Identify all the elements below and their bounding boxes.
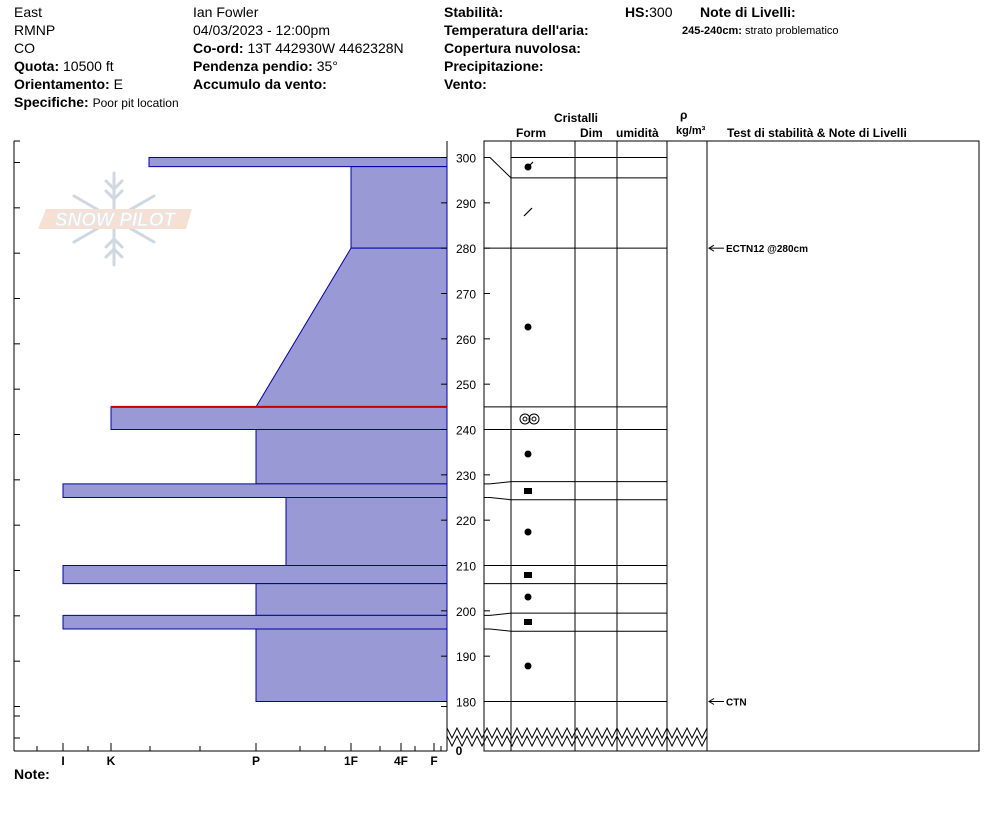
height-label-180: 180 <box>455 695 477 710</box>
hardness-layer-206 <box>256 584 447 616</box>
grain-symbol-melt-freeze-inner-a <box>523 417 527 421</box>
location-zone: East <box>14 4 43 20</box>
hardness-label-P: P <box>251 754 261 768</box>
precipitation-label: Precipitazione: <box>444 58 544 74</box>
grain-symbol-rounded <box>525 324 532 331</box>
hardness-layer-199 <box>63 615 447 629</box>
coord-value: 13T 442930W 4462328N <box>247 40 404 56</box>
axis-break-zigzag <box>447 728 707 746</box>
elevation-label: Quota: <box>14 58 60 74</box>
height-label-220: 220 <box>455 514 477 529</box>
wind-loading-label: Accumulo da vento: <box>193 76 327 92</box>
location-state: CO <box>14 40 35 56</box>
stability-label: Stabilità: <box>444 4 504 20</box>
hardness-layer-210 <box>63 566 447 584</box>
grain-connector-295.5 <box>484 158 511 178</box>
location-area: RMNP <box>14 22 56 38</box>
hardness-layer-280 <box>256 248 447 407</box>
height-label-280: 280 <box>455 242 477 257</box>
hardness-layer-245 <box>111 407 447 430</box>
grain-connector-228.5 <box>484 482 511 484</box>
elevation-value: 10500 ft <box>63 58 114 74</box>
crystals-header: Cristalli <box>554 111 599 125</box>
snow-height-value: 300 <box>649 4 673 20</box>
aspect-label: Orientamento: <box>14 76 110 92</box>
height-label-240: 240 <box>455 423 477 438</box>
height-label-290: 290 <box>455 196 477 211</box>
height-label-250: 250 <box>455 378 477 393</box>
grain-symbol-rounded <box>525 594 532 601</box>
height-label-260: 260 <box>455 332 477 347</box>
hardness-label-K: K <box>106 754 116 768</box>
observer-name: Ian Fowler <box>193 4 259 20</box>
observation-datetime: 04/03/2023 - 12:00pm <box>193 22 330 38</box>
grain-connector-224.5 <box>484 498 511 500</box>
size-header: Dim <box>580 126 603 140</box>
height-label-zero: 0 <box>455 744 463 758</box>
height-label-210: 210 <box>455 559 477 574</box>
height-label-270: 270 <box>455 287 477 302</box>
form-header: Form <box>516 126 546 140</box>
hardness-layer-225 <box>286 498 447 566</box>
test-label-0: ECTN12 @280cm <box>726 244 809 256</box>
stability-tests-header: Test di stabilità & Note di Livelli <box>727 126 907 140</box>
height-label-200: 200 <box>455 604 477 619</box>
hardness-label-F: F <box>430 754 438 768</box>
hardness-profile <box>63 158 447 702</box>
layer-note-depth: 245-240cm: <box>682 25 742 37</box>
grain-symbol-rounded <box>525 663 532 670</box>
hardness-label-4F: 4F <box>393 754 409 768</box>
layer-note-text: strato problematico <box>745 25 839 37</box>
cloud-cover-label: Copertura nuvolosa: <box>444 40 581 56</box>
grain-connector-199.5 <box>484 613 511 615</box>
grain-symbol-precipitation <box>524 208 532 216</box>
hardness-layer-240 <box>256 430 447 484</box>
notes-label: Note: <box>14 766 50 782</box>
hardness-label-I: I <box>61 754 65 768</box>
moisture-header: umidità <box>616 126 659 140</box>
density-symbol: ρ <box>680 108 688 122</box>
hardness-layer-300 <box>149 158 447 167</box>
specifics-label: Specifiche: <box>14 94 89 110</box>
grain-symbol-faceted <box>524 572 532 578</box>
aspect-value: E <box>113 76 123 92</box>
wind-label: Vento: <box>444 76 487 92</box>
coord-label: Co-ord: <box>193 40 244 56</box>
grain-connector-195.5 <box>484 629 511 631</box>
test-label-1: CTN <box>726 697 747 709</box>
hardness-axis-ticks <box>37 743 441 768</box>
grain-symbol-melt-freeze-inner-b <box>532 417 536 421</box>
grain-symbol-rounded <box>525 451 532 458</box>
hardness-layer-196 <box>256 629 447 702</box>
density-unit: kg/m³ <box>676 125 706 137</box>
logo-text: SNOW PILOT <box>54 210 176 231</box>
crystal-table-frame <box>484 141 979 751</box>
hardness-layer-228 <box>63 484 447 498</box>
hardness-label-1F: 1F <box>343 754 359 768</box>
snow-pilot-logo <box>38 173 192 265</box>
layer-notes-label: Note di Livelli: <box>700 4 796 20</box>
grain-symbol-faceted <box>524 488 532 494</box>
hardness-layer-298 <box>351 167 447 249</box>
slope-value: 35° <box>316 58 338 74</box>
height-label-190: 190 <box>455 650 477 665</box>
stability-tests <box>709 244 808 708</box>
air-temp-label: Temperatura dell'aria: <box>444 22 589 38</box>
height-label-300: 300 <box>455 151 477 166</box>
grain-symbol-rounded <box>525 529 532 536</box>
specifics-value: Poor pit location <box>92 96 179 110</box>
height-axis <box>441 152 490 759</box>
slope-label: Pendenza pendio: <box>193 58 313 74</box>
zigzag-lower <box>447 736 707 746</box>
height-label-230: 230 <box>455 468 477 483</box>
grain-symbol-faceted <box>524 619 532 625</box>
snow-height-label: HS: <box>625 4 650 20</box>
